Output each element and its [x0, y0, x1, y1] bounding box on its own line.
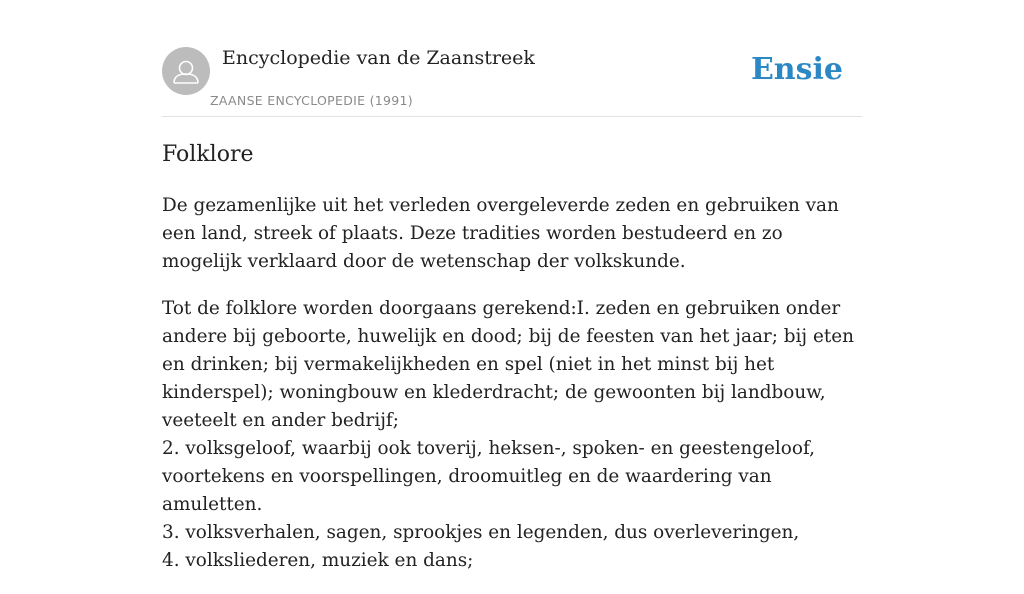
article-title: Folklore	[162, 142, 254, 167]
user-icon	[162, 47, 210, 95]
article-body	[162, 192, 862, 594]
article-text-line: 2. volksgeloof, waarbij ook toverij, heksen-, spoken- en geestengeloof, voortekens en voorspellingen, droomuitleg en de waardering van amuletten.	[162, 438, 815, 515]
source-subtitle: ZAANSE ENCYCLOPEDIE (1991)	[210, 93, 413, 108]
source-avatar[interactable]	[162, 47, 210, 95]
brand-logo[interactable]: Ensie	[750, 52, 843, 87]
article-text-block: Tot de folklore worden doorgaans gerekend:I. zeden en gebruiken onder andere bij geboorte, huwelijk en dood; bij de feesten van het jaar; bij eten en drinken; bij vermakelijkheden en spel (niet in het minst bij het kinderspel); woningbouw en klederdracht; de gewoonten bij landbouw, veeteelt en ander bedrijf;	[162, 298, 854, 431]
source-header	[162, 46, 862, 117]
article-paragraph: De gezamenlijke uit het verleden overgeleverde zeden en gebruiken van een land, streek of plaats. Deze tradities worden bestudeerd en zo mogelijk verklaard door de wetenschap der volkskunde.	[162, 195, 839, 272]
article-text-line: 4. volksliederen, muziek en dans;	[162, 550, 474, 571]
source-title[interactable]: Encyclopedie van de Zaanstreek	[222, 47, 535, 69]
article-paragraph	[162, 295, 862, 575]
article-text-line: 3. volksverhalen, sagen, sprookjes en legenden, dus overleveringen,	[162, 522, 800, 543]
